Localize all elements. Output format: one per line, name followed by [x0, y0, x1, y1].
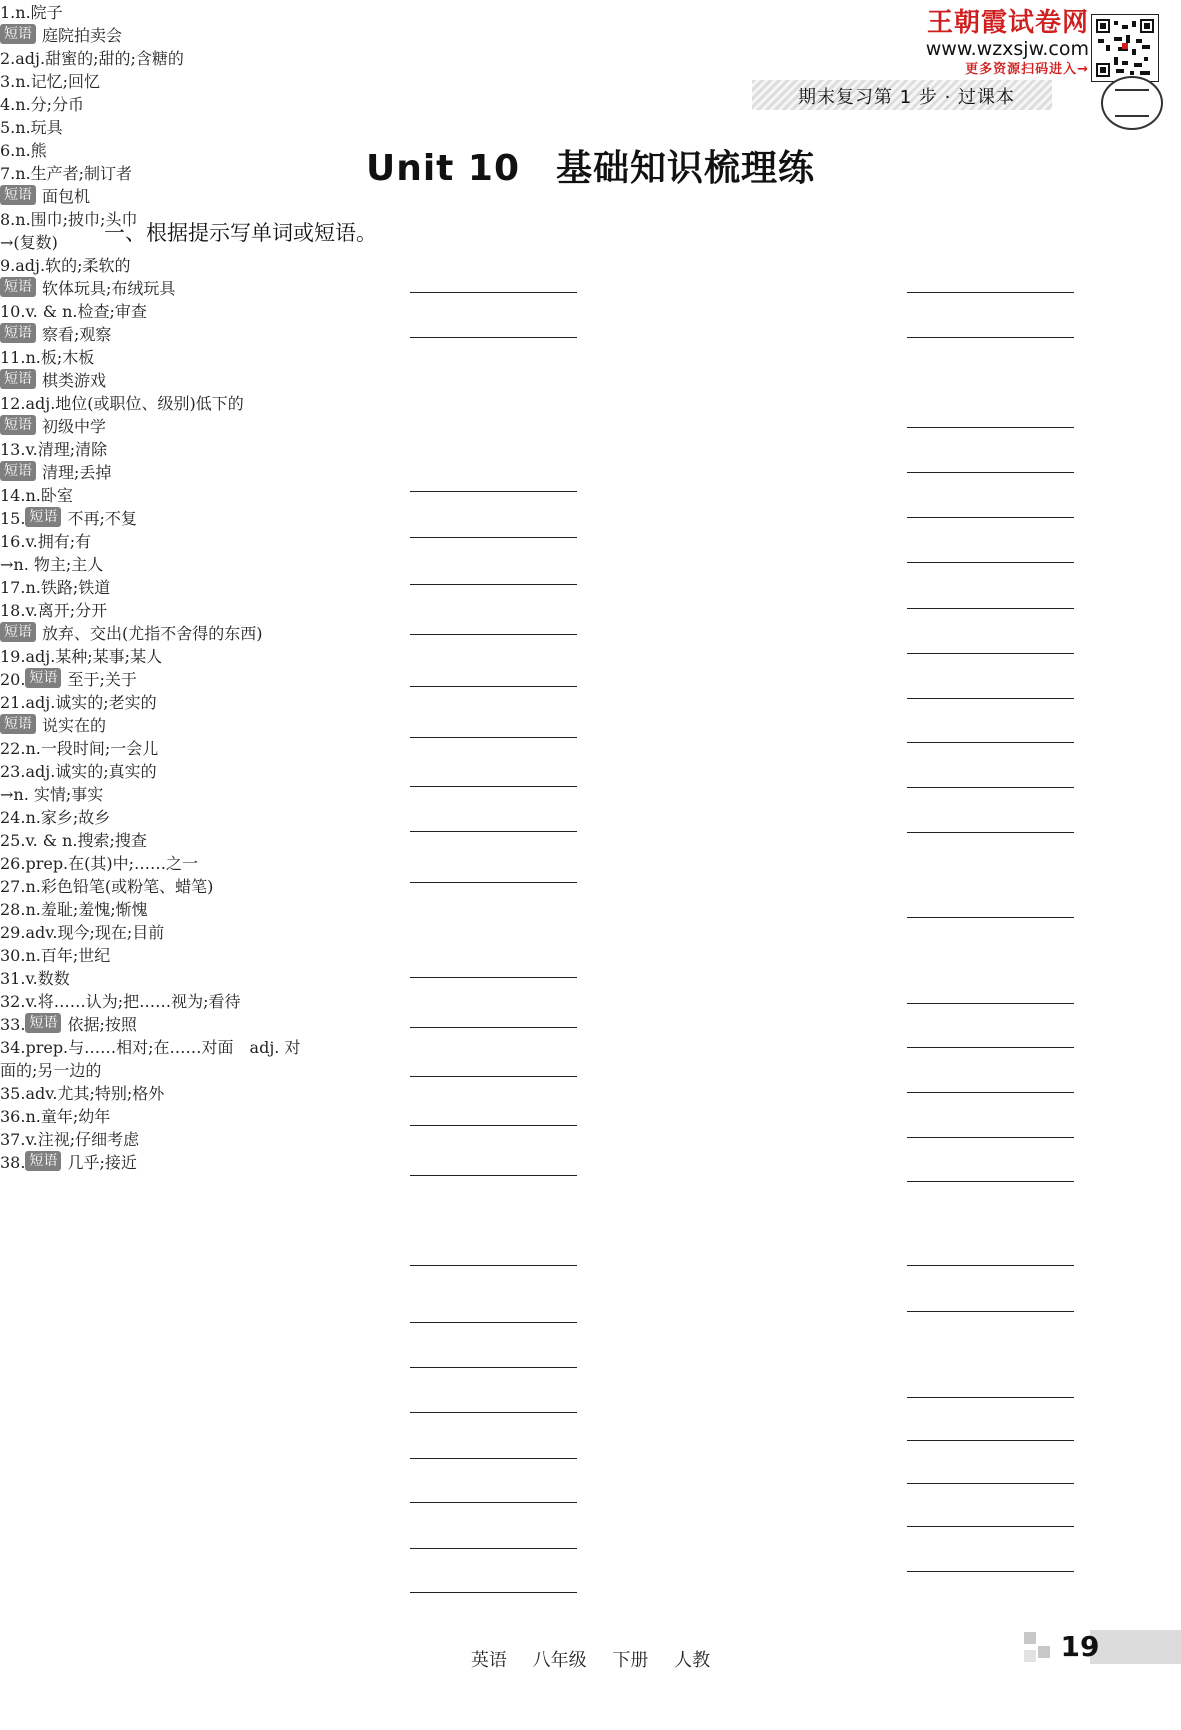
item-number: 6.: [0, 141, 16, 160]
answer-blank[interactable]: [410, 1265, 577, 1266]
exercise-prompt: [0, 299, 1181, 322]
item-number: 17.: [0, 578, 26, 597]
item-number: 12.: [0, 394, 26, 413]
answer-blank[interactable]: [410, 1592, 577, 1593]
answer-blank[interactable]: [410, 337, 577, 338]
item-number: 32.: [0, 992, 26, 1011]
exercise-prompt: [0, 851, 1181, 874]
page-title: [0, 140, 1181, 191]
part-of-speech: v.: [25, 440, 38, 459]
answer-blank[interactable]: [907, 1137, 1074, 1138]
answer-blank[interactable]: [907, 1483, 1074, 1484]
phrase-tag: 短语: [25, 507, 61, 527]
item-number: 8.: [0, 210, 16, 229]
exercise-prompt: [0, 529, 1181, 552]
item-text: 尤其;特别;格外: [57, 1084, 165, 1103]
part-of-speech: v.: [25, 969, 38, 988]
item-number: 22.: [0, 739, 26, 758]
item-text: 清理;丢掉: [42, 463, 112, 482]
answer-blank[interactable]: [907, 1003, 1074, 1004]
answer-blank[interactable]: [410, 1458, 577, 1459]
item-number: 26.: [0, 854, 26, 873]
answer-blank[interactable]: [410, 292, 577, 293]
item-text: 在(其)中;……之一: [68, 854, 199, 873]
phrase-tag: 短语: [25, 1013, 61, 1033]
part-of-speech: adj.: [25, 693, 56, 712]
item-text: 板;木板: [40, 348, 95, 367]
page-number-decor: [1024, 1650, 1036, 1662]
item-text: 不再;不复: [67, 509, 137, 528]
seal-logo: [1101, 76, 1163, 130]
brand-more-text: 更多资源扫码进入→: [965, 62, 1089, 77]
item-number: 38.: [0, 1153, 26, 1172]
answer-blank[interactable]: [410, 977, 577, 978]
item-text: →n. 实情;事实: [0, 785, 104, 804]
answer-blank[interactable]: [907, 698, 1074, 699]
item-number: 7.: [0, 164, 16, 183]
answer-blank[interactable]: [410, 882, 577, 883]
item-number: 31.: [0, 969, 26, 988]
exercise-prompt: [0, 1150, 1181, 1173]
part-of-speech: v.: [25, 1130, 38, 1149]
answer-blank[interactable]: [907, 1526, 1074, 1527]
page-number: 19: [1060, 1630, 1100, 1663]
exercise-prompt: [0, 736, 1181, 759]
exercise-prompt: [0, 391, 1181, 414]
answer-blank[interactable]: [410, 786, 577, 787]
answer-blank[interactable]: [907, 1047, 1074, 1048]
item-number: 24.: [0, 808, 26, 827]
item-number: 1.: [0, 3, 16, 22]
item-text: 某种;某事;某人: [55, 647, 163, 666]
item-text: →n. 物主;主人: [0, 555, 104, 574]
part-of-speech: n.: [25, 808, 41, 827]
item-number: 14.: [0, 486, 26, 505]
part-of-speech: n.: [25, 1107, 41, 1126]
answer-blank[interactable]: [410, 537, 577, 538]
item-text: 与……相对;在……对面 adj. 对: [68, 1038, 301, 1057]
exercise-prompt: [0, 414, 1181, 437]
item-text: 初级中学: [42, 417, 107, 436]
item-number: 19.: [0, 647, 26, 666]
part-of-speech: n.: [25, 900, 41, 919]
exercise-prompt: [0, 805, 1181, 828]
part-of-speech: v.: [25, 532, 38, 551]
item-text: 百年;世纪: [40, 946, 111, 965]
item-text: 至于;关于: [67, 670, 137, 689]
phrase-tag: 短语: [0, 185, 36, 205]
part-of-speech: n.: [15, 72, 31, 91]
part-of-speech: n.: [15, 95, 31, 114]
answer-blank[interactable]: [410, 1367, 577, 1368]
item-text: 现今;现在;目前: [57, 923, 165, 942]
part-of-speech: adj.: [25, 394, 56, 413]
answer-blank[interactable]: [907, 917, 1074, 918]
item-text: 软体玩具;布绒玩具: [42, 279, 176, 298]
answer-blank[interactable]: [907, 1440, 1074, 1441]
part-of-speech: n.: [25, 578, 41, 597]
item-text: 离开;分开: [37, 601, 108, 620]
part-of-speech: n.: [25, 348, 41, 367]
item-text: 分;分币: [30, 95, 85, 114]
item-number: 4.: [0, 95, 16, 114]
item-number: 10.: [0, 302, 26, 321]
item-text: 搜索;搜查: [77, 831, 147, 850]
item-number: 36.: [0, 1107, 26, 1126]
answer-blank[interactable]: [907, 787, 1074, 788]
item-text: 铁路;铁道: [40, 578, 111, 597]
exercise-prompt: [0, 920, 1181, 943]
part-of-speech: n.: [25, 946, 41, 965]
item-text: 几乎;接近: [67, 1153, 137, 1172]
item-text: 数数: [37, 969, 70, 988]
item-text: 依据;按照: [67, 1015, 137, 1034]
answer-blank[interactable]: [410, 1412, 577, 1413]
item-text: 童年;幼年: [40, 1107, 111, 1126]
exercise-prompt: [0, 1058, 1181, 1081]
item-number: 27.: [0, 877, 26, 896]
answer-blank[interactable]: [410, 491, 577, 492]
item-text: 诚实的;老实的: [55, 693, 157, 712]
item-text: 软的;柔软的: [45, 256, 131, 275]
answer-blank[interactable]: [410, 1322, 577, 1323]
item-text: 拥有;有: [37, 532, 92, 551]
unit-title: Unit 10: [365, 148, 521, 189]
answer-blank[interactable]: [907, 292, 1074, 293]
item-number: 9.: [0, 256, 16, 275]
part-of-speech: n.: [15, 141, 31, 160]
exercise-prompt: [0, 989, 1181, 1012]
item-number: 23.: [0, 762, 26, 781]
answer-blank[interactable]: [907, 1571, 1074, 1572]
answer-blank[interactable]: [907, 517, 1074, 518]
exercise-prompt: [0, 713, 1181, 736]
part-of-speech: n.: [15, 164, 31, 183]
answer-blank[interactable]: [410, 1548, 577, 1549]
part-of-speech: v.: [25, 992, 38, 1011]
unit-subtitle: 基础知识梳理练: [556, 148, 816, 189]
part-of-speech: adv.: [25, 923, 58, 942]
part-of-speech: n.: [25, 739, 41, 758]
part-of-speech: n.: [25, 877, 41, 896]
item-text: 说实在的: [42, 716, 107, 735]
item-text: 记忆;回忆: [30, 72, 101, 91]
exercise-prompt: [0, 115, 1181, 138]
item-number: 30.: [0, 946, 26, 965]
item-number: 16.: [0, 532, 26, 551]
part-of-speech: prep.: [25, 1038, 69, 1057]
part-of-speech: n.: [15, 3, 31, 22]
answer-blank[interactable]: [410, 737, 577, 738]
answer-blank[interactable]: [907, 1265, 1074, 1266]
answer-blank[interactable]: [410, 1076, 577, 1077]
item-number: 34.: [0, 1038, 26, 1057]
part-of-speech: adj.: [15, 49, 46, 68]
item-text: 检查;审查: [77, 302, 147, 321]
part-of-speech: adv.: [25, 1084, 58, 1103]
item-number: 2.: [0, 49, 16, 68]
answer-blank[interactable]: [410, 1502, 577, 1503]
answer-blank[interactable]: [907, 608, 1074, 609]
exercise-prompt: [0, 276, 1181, 299]
answer-blank[interactable]: [907, 562, 1074, 563]
answer-blank[interactable]: [907, 472, 1074, 473]
part-of-speech: adj.: [15, 256, 46, 275]
item-text: 将……认为;把……视为;看待: [37, 992, 241, 1011]
item-text: 彩色铅笔(或粉笔、蜡笔): [40, 877, 214, 896]
phrase-tag: 短语: [0, 714, 36, 734]
phrase-tag: 短语: [0, 622, 36, 642]
exercise-prompt: [0, 966, 1181, 989]
exercise-prompt: [0, 598, 1181, 621]
item-number: 3.: [0, 72, 16, 91]
step-text: 期末复习第 1 步 · 过课本: [798, 87, 1016, 108]
phrase-tag: 短语: [0, 277, 36, 297]
part-of-speech: adj.: [25, 647, 56, 666]
exercise-prompt: [0, 575, 1181, 598]
item-text: 一段时间;一会儿: [40, 739, 159, 758]
item-text: 面包机: [42, 187, 91, 206]
brand-block: [926, 10, 1089, 76]
item-text: 熊: [30, 141, 47, 160]
answer-blank[interactable]: [410, 584, 577, 585]
item-number: 15.: [0, 509, 26, 528]
phrase-tag: 短语: [0, 415, 36, 435]
exercise-prompt: [0, 644, 1181, 667]
exercise-prompt: [0, 345, 1181, 368]
answer-blank[interactable]: [907, 427, 1074, 428]
exercise-prompt: [0, 1127, 1181, 1150]
answer-blank[interactable]: [907, 337, 1074, 338]
item-text: 察看;观察: [42, 325, 112, 344]
item-text: 围巾;披巾;头巾: [30, 210, 138, 229]
part-of-speech: n.: [15, 210, 31, 229]
exercise-prompt: [0, 1012, 1181, 1035]
item-number: 25.: [0, 831, 26, 850]
item-number: 18.: [0, 601, 26, 620]
item-text: 面的;另一边的: [0, 1061, 102, 1080]
phrase-tag: 短语: [0, 24, 36, 44]
phrase-tag: 短语: [0, 461, 36, 481]
part-of-speech: v. & n.: [25, 302, 78, 321]
part-of-speech: adj.: [25, 762, 56, 781]
item-number: 13.: [0, 440, 26, 459]
brand-name: 王朝霞试卷网: [926, 8, 1089, 38]
part-of-speech: v. & n.: [25, 831, 78, 850]
footer-text: 英语 八年级 下册 人教: [470, 1650, 711, 1671]
exercise-prompt: [0, 874, 1181, 897]
item-number: 29.: [0, 923, 26, 942]
item-text: 地位(或职位、级别)低下的: [55, 394, 244, 413]
exercise-prompt: [0, 690, 1181, 713]
page-number-decor: [1024, 1632, 1036, 1644]
page-number-decor: [1038, 1646, 1050, 1658]
answer-blank[interactable]: [907, 1092, 1074, 1093]
item-number: 37.: [0, 1130, 26, 1149]
exercise-prompt: [0, 437, 1181, 460]
item-text: 生产者;制订者: [30, 164, 133, 183]
answer-blank[interactable]: [907, 653, 1074, 654]
qr-code-icon: [1091, 14, 1159, 82]
item-text: 注视;仔细考虑: [37, 1130, 140, 1149]
part-of-speech: n.: [15, 118, 31, 137]
exercise-prompt: [0, 368, 1181, 391]
section-heading: 一、根据提示写单词或短语。: [104, 221, 377, 245]
exercise-prompt: [0, 759, 1181, 782]
item-text: 清理;清除: [37, 440, 108, 459]
item-number: 21.: [0, 693, 26, 712]
answer-blank[interactable]: [907, 1181, 1074, 1182]
exercise-prompt: [0, 943, 1181, 966]
item-text: 放弃、交出(尤指不舍得的东西): [42, 624, 263, 643]
answer-blank[interactable]: [410, 1027, 577, 1028]
brand-url: www.wzxsjw.com: [925, 38, 1089, 60]
answer-blank[interactable]: [410, 831, 577, 832]
item-number: 20.: [0, 670, 26, 689]
phrase-tag: 短语: [25, 1151, 61, 1171]
exercise-prompt: [0, 322, 1181, 345]
exercise-prompt: [0, 253, 1181, 276]
item-number: 35.: [0, 1084, 26, 1103]
item-number: 28.: [0, 900, 26, 919]
item-number: 33.: [0, 1015, 26, 1034]
answer-blank[interactable]: [907, 1311, 1074, 1312]
item-text: 诚实的;真实的: [55, 762, 157, 781]
exercise-prompt: [0, 1104, 1181, 1127]
part-of-speech: v.: [25, 601, 38, 620]
item-text: 甜蜜的;甜的;含糖的: [45, 49, 184, 68]
part-of-speech: n.: [25, 486, 41, 505]
exercise-prompt: [0, 483, 1181, 506]
answer-blank[interactable]: [410, 1125, 577, 1126]
exercise-prompt: [0, 621, 1181, 644]
answer-blank[interactable]: [907, 832, 1074, 833]
answer-blank[interactable]: [907, 742, 1074, 743]
phrase-tag: 短语: [0, 369, 36, 389]
answer-blank[interactable]: [410, 634, 577, 635]
item-text: →(复数): [0, 233, 58, 252]
phrase-tag: 短语: [25, 668, 61, 688]
answer-blank[interactable]: [410, 686, 577, 687]
exercise-prompt: [0, 667, 1181, 690]
item-text: 玩具: [30, 118, 63, 137]
item-text: 院子: [30, 3, 63, 22]
part-of-speech: prep.: [25, 854, 69, 873]
item-text: 羞耻;羞愧;惭愧: [40, 900, 148, 919]
exercise-prompt: [0, 552, 1181, 575]
item-text: 棋类游戏: [42, 371, 107, 390]
item-text: 家乡;故乡: [40, 808, 111, 827]
phrase-tag: 短语: [0, 323, 36, 343]
item-text: 卧室: [40, 486, 73, 505]
item-number: 5.: [0, 118, 16, 137]
item-number: 11.: [0, 348, 26, 367]
item-text: 庭院拍卖会: [42, 26, 123, 45]
answer-blank[interactable]: [907, 1397, 1074, 1398]
answer-blank[interactable]: [410, 1175, 577, 1176]
exercise-prompt: [0, 782, 1181, 805]
